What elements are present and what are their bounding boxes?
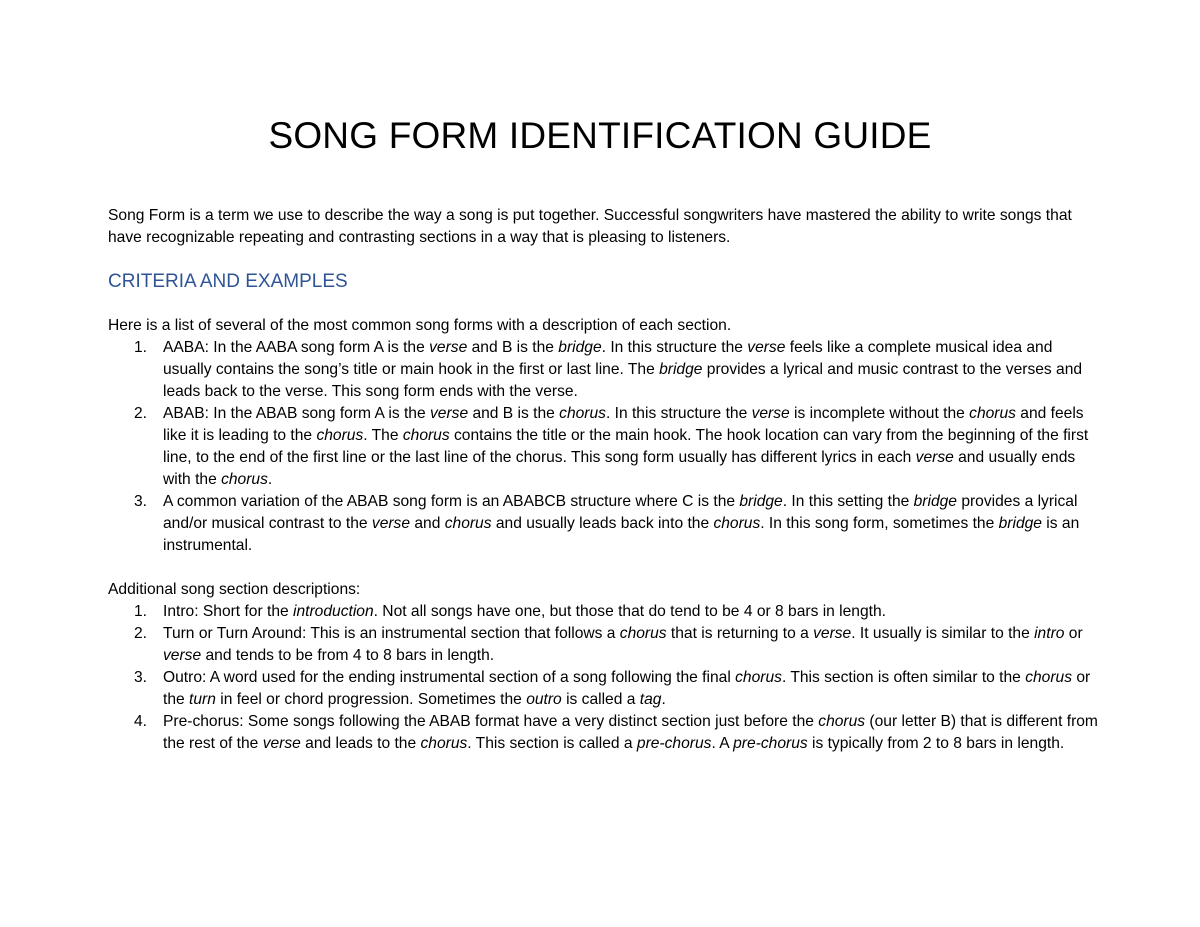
document-body xyxy=(108,205,1098,755)
emphasized-term: verse xyxy=(751,405,790,422)
text-segment: is incomplete without the xyxy=(789,405,970,422)
emphasized-term: chorus xyxy=(444,515,492,532)
text-segment: and usually leads back into the xyxy=(491,515,714,532)
text-segment: A common variation of the ABAB song form is an ABABCB structure where C is the xyxy=(163,493,740,510)
list-number: 3. xyxy=(134,493,148,510)
song-form-item xyxy=(108,337,1098,403)
list-number: 4. xyxy=(134,713,148,730)
emphasized-term: pre-chorus xyxy=(636,735,712,752)
text-segment: . Not all songs have one, but those that do tend to be 4 or 8 bars in length. xyxy=(373,603,886,620)
text-segment: . In this song form, sometimes the xyxy=(760,515,999,532)
emphasized-term: chorus xyxy=(969,405,1016,422)
text-segment: is called a xyxy=(561,691,640,708)
emphasized-term: chorus xyxy=(559,405,606,422)
list-item-text xyxy=(163,713,1098,752)
emphasized-term: chorus xyxy=(713,515,761,532)
emphasized-term: tag xyxy=(639,691,662,708)
emphasized-term: chorus xyxy=(402,427,450,444)
song-section-item xyxy=(108,667,1098,711)
text-segment: provides a lyrical and music contrast to the verses and leads back to the verse. This song form ends with the verse. xyxy=(163,361,1083,400)
text-segment: or xyxy=(1064,625,1083,642)
list-number: 3. xyxy=(134,669,148,686)
text-segment: . It usually is similar to the xyxy=(851,625,1035,642)
emphasized-term: bridge xyxy=(558,339,602,356)
section-heading: CRITERIA AND EXAMPLES xyxy=(108,271,348,292)
list-intro: Here is a list of several of the most common song forms with a description of each section. xyxy=(108,317,732,334)
text-segment: and xyxy=(410,515,445,532)
text-segment: that is returning to a xyxy=(666,625,814,642)
list-number: 2. xyxy=(134,405,148,422)
text-segment: . This section is called a xyxy=(467,735,637,752)
list-item-text xyxy=(163,603,886,620)
emphasized-term: chorus xyxy=(1025,669,1072,686)
emphasized-term: chorus xyxy=(619,625,667,642)
emphasized-term: chorus xyxy=(420,735,468,752)
song-forms-list xyxy=(108,337,1098,557)
text-segment: Outro: A word used for the ending instrumental section of a song following the final xyxy=(163,669,736,686)
emphasized-term: introduction xyxy=(293,603,374,620)
song-section-item xyxy=(108,623,1098,667)
text-segment: is an instrumental. xyxy=(163,515,1080,554)
text-segment: . xyxy=(661,691,666,708)
list-item-text xyxy=(163,405,1088,488)
text-segment: (our letter B) that is different from the rest of the xyxy=(163,713,1098,752)
emphasized-term: verse xyxy=(747,339,786,356)
emphasized-term: chorus xyxy=(221,471,268,488)
list-item-text xyxy=(163,625,1083,664)
intro-paragraph: Song Form is a term we use to describe the way a song is put together. Successful songwriters have mastered the ability to write songs that have recognizable repeating and contrasting sections in a way that is pleasing to listeners. xyxy=(108,207,1072,246)
text-segment: . A xyxy=(711,735,734,752)
text-segment: . This section is often similar to the xyxy=(781,669,1026,686)
text-segment: . In this setting the xyxy=(782,493,914,510)
emphasized-term: bridge xyxy=(659,361,703,378)
list-item-text xyxy=(163,339,1082,400)
text-segment: contains the title or the main hook. The hook location can vary from the beginning of the first line, to the end of the first line or the last line of the chorus. This song form usually has different lyrics in each xyxy=(163,427,1089,466)
emphasized-term: bridge xyxy=(998,515,1042,532)
list-number: 1. xyxy=(134,603,148,620)
emphasized-term: chorus xyxy=(735,669,782,686)
text-segment: and B is the xyxy=(468,405,560,422)
emphasized-term: pre-chorus xyxy=(733,735,808,752)
text-segment: or the xyxy=(163,669,1091,708)
emphasized-term: verse xyxy=(371,515,411,532)
list-number: 2. xyxy=(134,625,148,642)
text-segment: and B is the xyxy=(467,339,559,356)
song-form-item xyxy=(108,403,1098,491)
emphasized-term: verse xyxy=(813,625,852,642)
list-item-text xyxy=(163,669,1090,708)
song-section-item xyxy=(108,601,1098,623)
additional-heading: Additional song section descriptions: xyxy=(108,581,361,598)
text-segment: feels like a complete musical idea and usually contains the song’s title or main hook in the first or last line. The xyxy=(163,339,1053,378)
text-segment: in feel or chord progression. Sometimes the xyxy=(215,691,527,708)
emphasized-term: verse xyxy=(262,735,301,752)
emphasized-term: verse xyxy=(429,405,469,422)
page-title: SONG FORM IDENTIFICATION GUIDE xyxy=(268,115,932,156)
emphasized-term: turn xyxy=(189,691,216,708)
text-segment: and leads to the xyxy=(300,735,421,752)
text-segment: provides a lyrical and/or musical contrast to the xyxy=(163,493,1078,532)
text-segment: and tends to be from 4 to 8 bars in length. xyxy=(201,647,495,664)
emphasized-term: chorus xyxy=(316,427,364,444)
text-segment: is typically from 2 to 8 bars in length. xyxy=(807,735,1065,752)
list-number: 1. xyxy=(134,339,148,356)
text-segment: . xyxy=(267,471,273,488)
text-segment: and feels like it is leading to the xyxy=(163,405,1084,444)
emphasized-term: outro xyxy=(526,691,562,708)
text-segment: Turn or Turn Around: This is an instrumental section that follows a xyxy=(163,625,620,642)
text-segment: . In this structure the xyxy=(605,405,752,422)
song-section-item xyxy=(108,711,1098,755)
text-segment: . In this structure the xyxy=(601,339,748,356)
song-form-item xyxy=(108,491,1098,557)
text-segment: and usually ends with the xyxy=(163,449,1076,488)
text-segment: ABAB: In the ABAB song form A is the xyxy=(163,405,430,422)
text-segment: Pre-chorus: Some songs following the ABAB format have a very distinct section just before the xyxy=(163,713,819,730)
emphasized-term: bridge xyxy=(913,493,957,510)
text-segment: AABA: In the AABA song form A is the xyxy=(163,339,430,356)
emphasized-term: verse xyxy=(429,339,468,356)
text-segment: Intro: Short for the xyxy=(163,603,294,620)
song-sections-list xyxy=(108,601,1098,755)
emphasized-term: bridge xyxy=(739,493,783,510)
text-segment: . The xyxy=(363,427,403,444)
emphasized-term: intro xyxy=(1034,625,1065,642)
emphasized-term: verse xyxy=(915,449,954,466)
emphasized-term: chorus xyxy=(818,713,866,730)
emphasized-term: verse xyxy=(163,647,202,664)
list-item-text xyxy=(163,493,1079,554)
